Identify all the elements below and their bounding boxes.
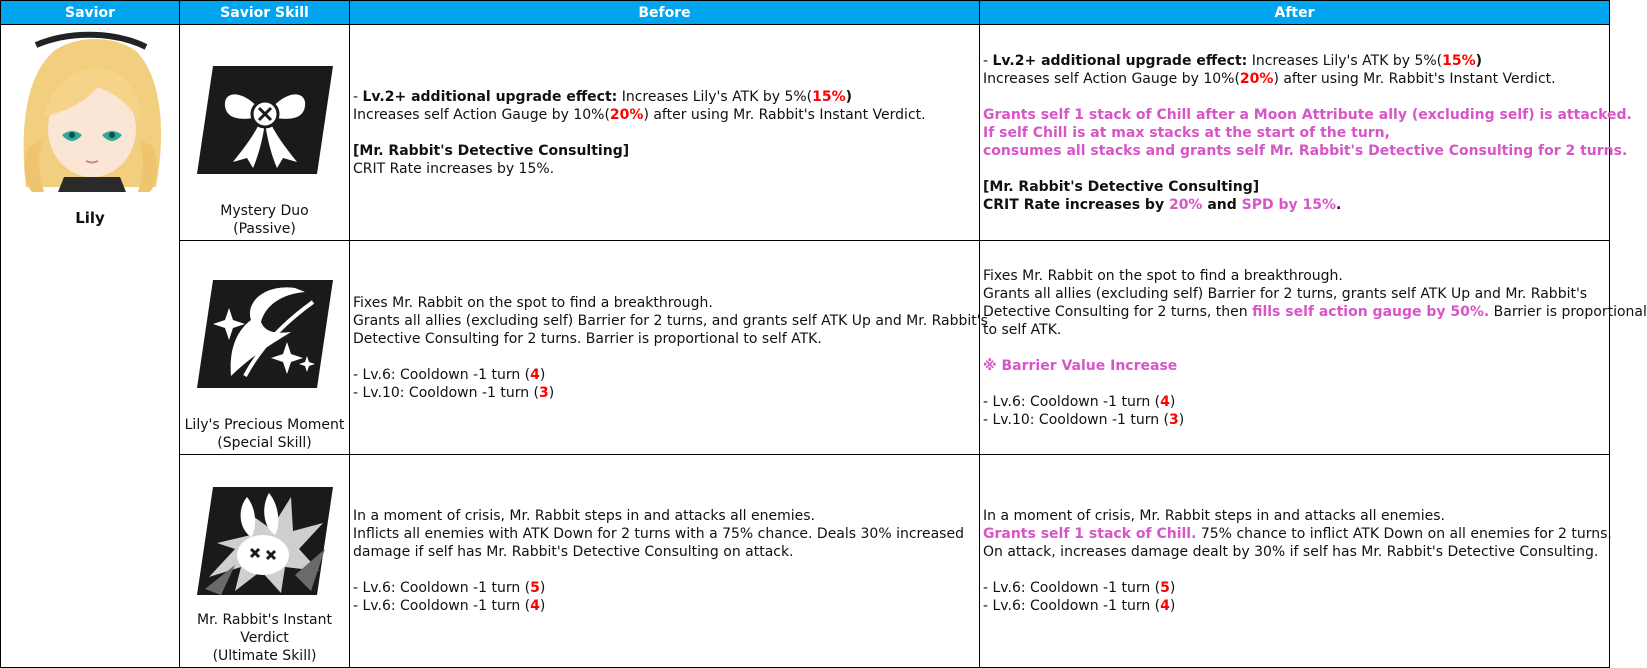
skill-name: Lily's Precious Moment [184,417,345,433]
header-savior-skill: Savior Skill [180,1,350,25]
desc-line: - Lv.2+ additional upgrade effect: Increases Lily's ATK by 5%(15%) [353,88,853,105]
desc-line: Grants all allies (excluding self) Barrier for 2 turns, grants self ATK Up and Mr. Rabbit's [983,285,1588,302]
header-before: Before [350,1,980,25]
header-row [1,1,1610,25]
skill-cell-ultimate [180,455,350,668]
desc-line: Fixes Mr. Rabbit on the spot to find a breakthrough. [353,294,713,311]
rabbit-burst-icon [195,479,335,603]
desc-line: to self ATK. [983,321,1062,338]
desc-line: Fixes Mr. Rabbit on the spot to find a breakthrough. [983,267,1343,284]
header-savior: Savior [1,1,180,25]
desc-line: Grants all allies (excluding self) Barrier for 2 turns, and grants self ATK Up and Mr. Rabbit's [353,312,988,329]
desc-line: In a moment of crisis, Mr. Rabbit steps in and attacks all enemies. [983,508,1445,524]
desc-line: damage if self has Mr. Rabbit's Detective Consulting on attack. [353,544,794,560]
desc-highlight: Grants self 1 stack of Chill after a Moon Attribute ally (excluding self) is attacked. [983,106,1632,123]
desc-heading: [Mr. Rabbit's Detective Consulting] [353,142,630,159]
desc-line: Grants self 1 stack of Chill. 75% chance to inflict ATK Down on all enemies for 2 turns. [983,526,1612,542]
desc-line: Inflicts all enemies with ATK Down for 2 turns with a 75% chance. Deals 30% increased [353,526,964,542]
skill-name-line2: Verdict [240,630,289,646]
desc-line: In a moment of crisis, Mr. Rabbit steps in and attacks all enemies. [353,508,815,524]
after-passive [980,25,1632,241]
skill-cell-special [180,241,350,455]
skill-type: (Special Skill) [217,435,312,451]
cooldown-line: - Lv.6: Cooldown -1 turn (5) [983,580,1176,596]
after-special [980,241,1647,455]
before-special [350,241,988,455]
desc-line: CRIT Rate increases by 20% and SPD by 15%. [983,196,1342,213]
desc-line: Detective Consulting for 2 turns. Barrier is proportional to self ATK. [353,330,822,347]
skill-type: (Ultimate Skill) [212,648,317,664]
desc-line: - Lv.2+ additional upgrade effect: Increases Lily's ATK by 5%(15%) [983,52,1483,69]
desc-line: CRIT Rate increases by 15%. [353,160,555,177]
cooldown-line: - Lv.6: Cooldown -1 turn (5) [353,580,546,596]
desc-note: ※ Barrier Value Increase [983,357,1178,374]
before-passive [350,25,980,241]
desc-highlight: consumes all stacks and grants self Mr. Rabbit's Detective Consulting for 2 turns. [983,142,1628,159]
lily-portrait [14,37,166,192]
after-ultimate [980,455,1610,668]
cooldown-line: - Lv.6: Cooldown -1 turn (4) [983,598,1176,614]
cooldown-line: - Lv.6: Cooldown -1 turn (4) [983,393,1176,410]
skill-row-special [1,241,1610,455]
desc-highlight: If self Chill is at max stacks at the start of the turn, [983,124,1390,141]
cooldown-line: - Lv.10: Cooldown -1 turn (3) [983,411,1185,428]
desc-heading: [Mr. Rabbit's Detective Consulting] [983,178,1260,195]
desc-line: Detective Consulting for 2 turns, then fills self action gauge by 50%. Barrier is proportional [983,303,1647,320]
desc-line: Increases self Action Gauge by 10%(20%) after using Mr. Rabbit's Instant Verdict. [353,106,926,123]
sparkle-slash-icon [195,272,335,396]
desc-line: Increases self Action Gauge by 10%(20%) after using Mr. Rabbit's Instant Verdict. [983,70,1556,87]
skill-cell-passive [180,25,350,241]
cooldown-line: - Lv.6: Cooldown -1 turn (4) [353,598,546,614]
skill-row-passive [1,25,1610,241]
desc-line: On attack, increases damage dealt by 30% if self has Mr. Rabbit's Detective Consulting. [983,544,1599,560]
skill-type: (Passive) [233,221,296,237]
ribbon-bow-icon [195,58,335,182]
savior-cell [1,25,180,668]
cooldown-line: - Lv.6: Cooldown -1 turn (4) [353,366,546,383]
header-after: After [980,1,1610,25]
savior-name: Lily [75,209,105,227]
skill-name: Mystery Duo [220,203,309,219]
cooldown-line: - Lv.10: Cooldown -1 turn (3) [353,384,555,401]
before-ultimate [350,455,980,668]
skill-name: Mr. Rabbit's Instant [197,612,332,628]
skill-row-ultimate [1,455,1610,668]
